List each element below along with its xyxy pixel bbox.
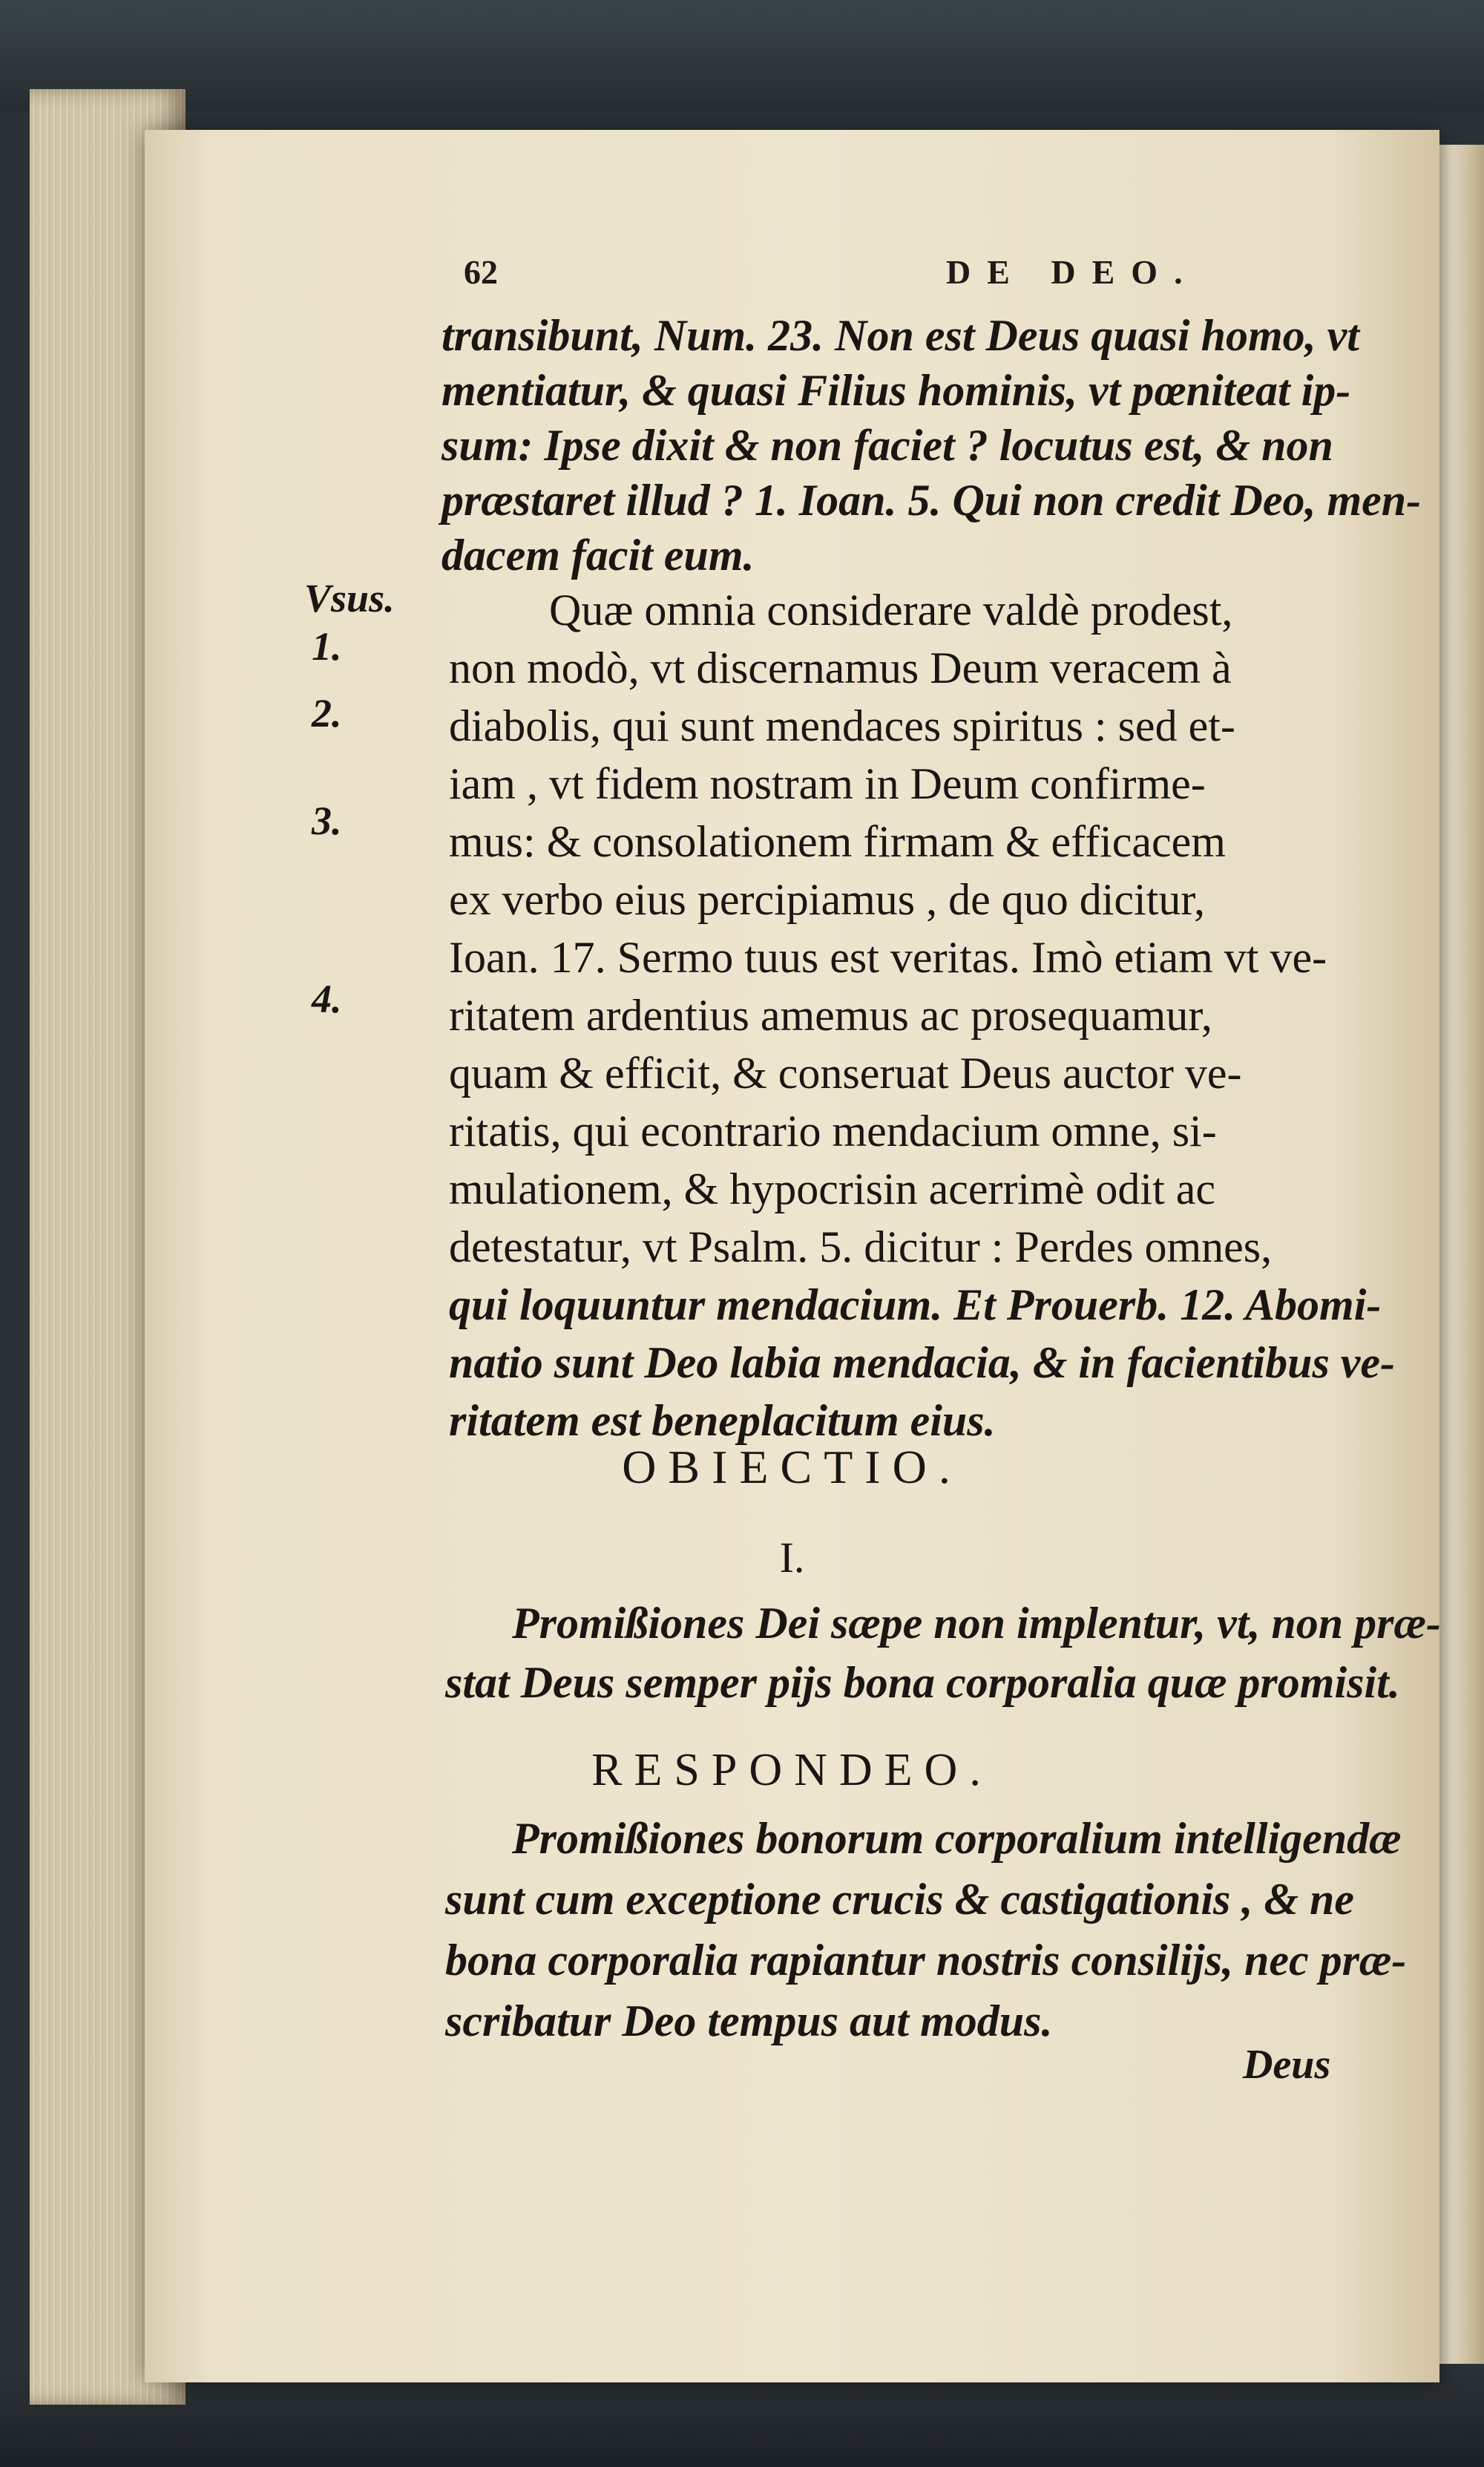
body-line: non modò, vt discernamus Deum veracem à xyxy=(449,643,1232,692)
body-line: Ioan. 17. Sermo tuus est veritas. Imò etiam vt ve- xyxy=(449,933,1327,982)
body-line: detestatur, vt Psalm. 5. dicitur : Perdes omnes, xyxy=(449,1222,1273,1271)
body-line: ex verbo eius percipiamus , de quo dicitur, xyxy=(449,875,1205,924)
book-page xyxy=(145,130,1439,2382)
objectio-line: Promißiones Dei sæpe non implentur, vt, non præ- xyxy=(512,1599,1441,1648)
respondeo-line: scribatur Deo tempus aut modus. xyxy=(445,1996,1053,2045)
margin-note-1: 1. xyxy=(312,624,342,669)
quote-line: mentiatur, & quasi Filius hominis, vt pœniteat ip- xyxy=(441,366,1351,415)
quote-line: sum: Ipse dixit & non faciet ? locutus est, & non xyxy=(441,421,1333,470)
page-number: 62 xyxy=(464,253,498,291)
respondeo-line: Promißiones bonorum corporalium intelligendæ xyxy=(512,1814,1402,1863)
body-line: ritatem ardentius amemus ac prosequamur, xyxy=(449,991,1212,1040)
quote-line: dacem facit eum. xyxy=(441,531,755,580)
objectio-heading: OBIECTIO. xyxy=(622,1441,962,1493)
quote-line: præstaret illud ? 1. Ioan. 5. Qui non credit Deo, men- xyxy=(441,476,1422,525)
body-line: qui loquuntur mendacium. Et Prouerb. 12. Abomi- xyxy=(449,1280,1382,1329)
running-title: DE DEO. xyxy=(946,253,1199,291)
body-line: Quæ omnia considerare valdè prodest, xyxy=(549,586,1233,635)
respondeo-line: sunt cum exceptione crucis & castigationis , & ne xyxy=(445,1875,1355,1924)
objectio-line: stat Deus semper pijs bona corporalia quæ promisit. xyxy=(445,1658,1400,1707)
respondeo-line: bona corporalia rapiantur nostris consilijs, nec præ- xyxy=(445,1936,1407,1985)
body-line: diabolis, qui sunt mendaces spiritus : sed et- xyxy=(449,701,1235,750)
body-line: ritatem est beneplacitum eius. xyxy=(449,1396,996,1445)
body-line: mus: & consolationem firmam & efficacem xyxy=(449,817,1226,866)
quote-line: transibunt, Num. 23. Non est Deus quasi homo, vt xyxy=(441,311,1359,360)
catchword: Deus xyxy=(1243,2042,1331,2088)
body-line: natio sunt Deo labia mendacia, & in facientibus ve- xyxy=(449,1338,1396,1387)
background-bottom xyxy=(0,2375,1484,2467)
background-top xyxy=(0,0,1484,111)
margin-note-3: 3. xyxy=(312,799,342,843)
respondeo-heading: RESPONDEO. xyxy=(591,1745,993,1795)
body-line: mulationem, & hypocrisin acerrimè odit ac xyxy=(449,1164,1216,1213)
margin-note-2: 2. xyxy=(312,691,342,735)
body-line: ritatis, qui econtrario mendacium omne, si- xyxy=(449,1107,1217,1156)
body-line: iam , vt fidem nostram in Deum confirme- xyxy=(449,759,1206,808)
objectio-number: I. xyxy=(779,1533,805,1582)
margin-note-4: 4. xyxy=(312,977,342,1021)
margin-note-usus: Vsus. xyxy=(304,576,395,620)
body-line: quam & efficit, & conseruat Deus auctor ve- xyxy=(449,1049,1242,1098)
